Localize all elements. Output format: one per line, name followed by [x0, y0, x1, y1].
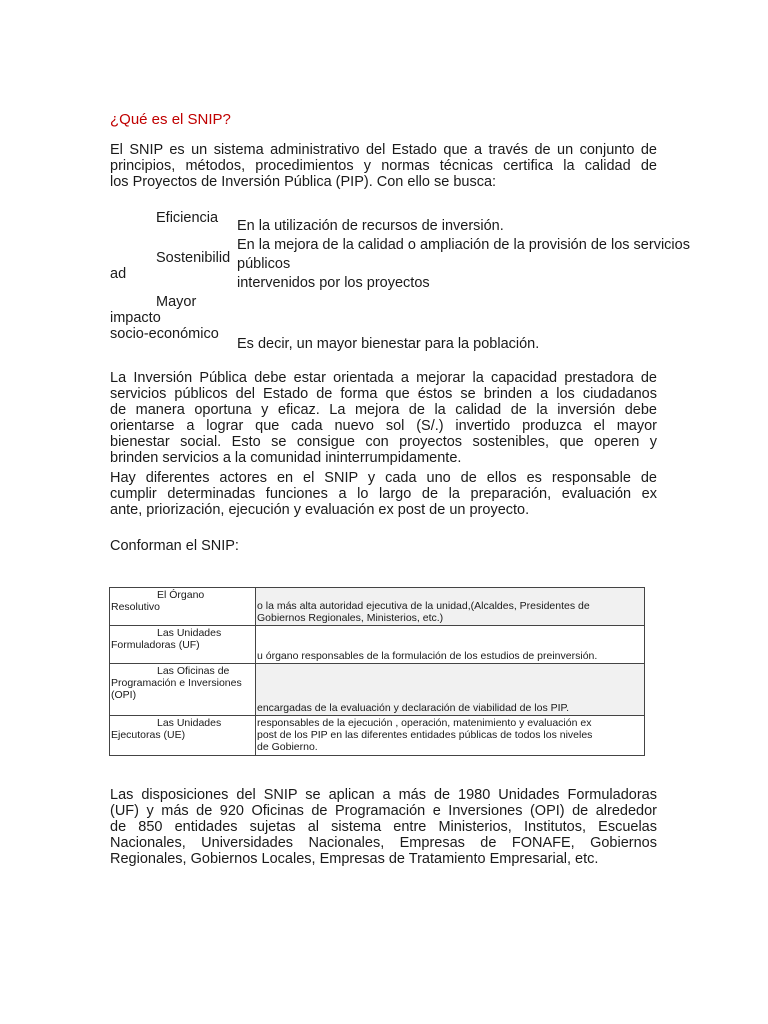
component-desc-line: encargadas de la evaluación y declaración de viabilidad de los PIP. [257, 702, 570, 714]
conforman-heading: Conforman el SNIP: [110, 538, 239, 554]
component-name-line: Las Unidades [157, 717, 222, 729]
sostenibilidad-desc-3: intervenidos por los proyectos [237, 275, 430, 291]
component-desc-cell [256, 626, 645, 664]
table-row [110, 664, 645, 716]
eficiencia-label: Eficiencia [156, 210, 219, 226]
inversion-paragraph [110, 370, 657, 466]
intro-paragraph [110, 142, 657, 190]
component-name-line: Las Unidades [157, 627, 222, 639]
snip-components-table [109, 587, 645, 756]
component-name-cell [110, 716, 256, 756]
intro-line: El SNIP es un sistema administrativo del Estado que a través de un conjunto de [110, 142, 657, 158]
component-name-line: Ejecutoras (UE) [111, 729, 186, 741]
actores-line: cumplir determinadas funciones a lo largo de la preparación, evaluación ex [110, 486, 657, 502]
sostenibilidad-desc-2: públicos [237, 256, 291, 272]
component-name-line: Programación e Inversiones (OPI) [111, 677, 242, 701]
impacto-label-2: impacto [110, 310, 161, 326]
component-name-line: Las Oficinas de [157, 665, 230, 677]
component-desc-cell [256, 716, 645, 756]
actores-line: ante, priorización, ejecución y evaluación ex post de un proyecto. [110, 502, 530, 518]
sostenibilidad-label-1: Sostenibilid [156, 250, 231, 266]
component-desc-cell [256, 588, 645, 626]
inversion-line: orientarse a lograr que cada nuevo sol (S/.) invertido produzca el mayor [110, 418, 657, 434]
table-row [110, 626, 645, 664]
eficiencia-desc: En la utilización de recursos de inversión. [237, 218, 504, 234]
component-name-line: El Órgano [157, 589, 205, 601]
disposiciones-line: de 850 entidades sujetas al sistema entre Ministerios, Institutos, Escuelas [110, 819, 657, 835]
component-desc-line: u órgano responsables de la formulación de los estudios de preinversión. [257, 650, 598, 662]
inversion-line: bienestar social. Esto se consigue con proyectos sostenibles, que operen y [110, 434, 657, 450]
inversion-line: de manera oportuna y eficaz. La mejora de la calidad de la inversión debe [110, 402, 657, 418]
component-desc-cell [256, 664, 645, 716]
disposiciones-paragraph [110, 787, 657, 867]
inversion-line: brinden servicios a la comunidad ininterrumpidamente. [110, 450, 462, 466]
component-name-cell [110, 588, 256, 626]
actores-line: Hay diferentes actores en el SNIP y cada uno de ellos es responsable de [110, 470, 657, 486]
inversion-line: servicios públicos del Estado de forma que éstos se brinden a los ciudadanos [110, 386, 657, 402]
intro-line: principios, métodos, procedimientos y normas técnicas certifica la calidad de [110, 158, 657, 174]
component-name-cell [110, 664, 256, 716]
table-row [110, 716, 645, 756]
sostenibilidad-desc-1: En la mejora de la calidad o ampliación de la provisión de los servicios [237, 237, 690, 253]
impacto-label-3: socio-económico [110, 326, 219, 342]
impacto-label-1: Mayor [156, 294, 197, 310]
component-desc-line: o la más alta autoridad ejecutiva de la unidad,(Alcaldes, Presidentes de [257, 600, 590, 612]
component-desc-line: responsables de la ejecución , operación, matenimiento y evaluación ex [257, 717, 592, 729]
table-row [110, 588, 645, 626]
component-desc-line: post de los PIP en las diferentes entidades públicas de todos los niveles [257, 729, 593, 741]
disposiciones-line: (UF) y más de 920 Oficinas de Programación e Inversiones (OPI) de alrededor [110, 803, 657, 819]
component-desc-line: de Gobierno. [257, 741, 318, 753]
sostenibilidad-label-2: ad [110, 266, 127, 282]
inversion-line: La Inversión Pública debe estar orientada a mejorar la capacidad prestadora de [110, 370, 657, 386]
intro-line: los Proyectos de Inversión Pública (PIP). Con ello se busca: [110, 174, 497, 190]
component-name-cell [110, 626, 256, 664]
disposiciones-line: Regionales, Gobiernos Locales, Empresas de Tratamiento Empresarial, etc. [110, 851, 599, 867]
component-desc-line: Gobiernos Regionales, Ministerios, etc.) [257, 612, 444, 624]
component-name-line: Resolutivo [111, 601, 161, 613]
impacto-desc: Es decir, un mayor bienestar para la población. [237, 336, 540, 352]
page-title: ¿Qué es el SNIP? [110, 111, 231, 128]
actores-paragraph [110, 470, 657, 518]
disposiciones-line: Las disposiciones del SNIP se aplican a más de 1980 Unidades Formuladoras [110, 787, 657, 803]
component-name-line: Formuladoras (UF) [111, 639, 200, 651]
disposiciones-line: Nacionales, Universidades Nacionales, Empresas de FONAFE, Gobiernos [110, 835, 657, 851]
